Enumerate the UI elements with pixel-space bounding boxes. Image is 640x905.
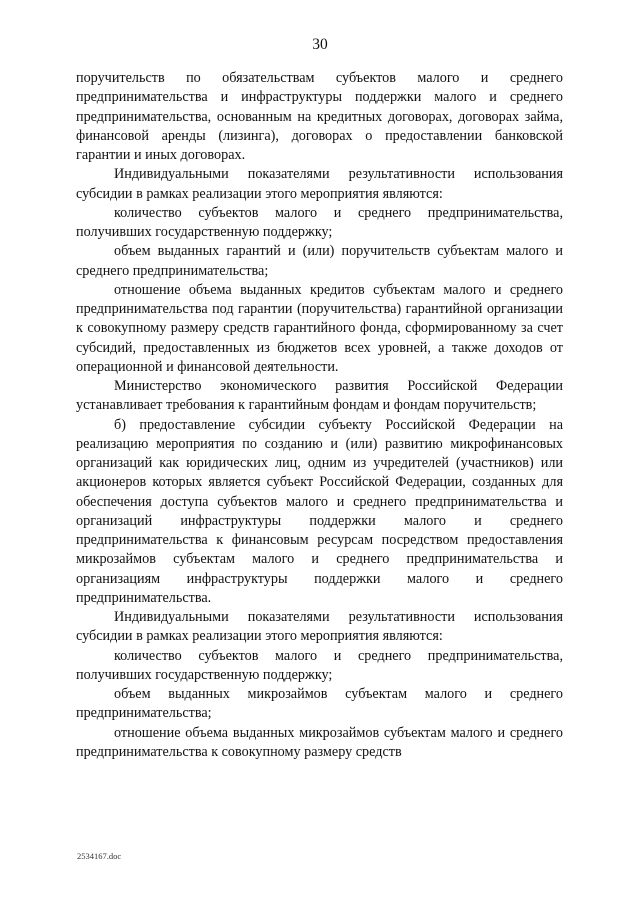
- paragraph-8: Индивидуальными показателями результативности использования субсидии в рамках реализации этого мероприятия являются:: [76, 609, 563, 645]
- document-body: [76, 69, 563, 762]
- page-number: 30: [312, 36, 328, 53]
- paragraph-2: Индивидуальными показателями результативности использования субсидии в рамках реализации этого мероприятия являются:: [76, 166, 563, 202]
- paragraph-1: поручительств по обязательствам субъектов малого и среднего предпринимательства и инфраструктуры поддержки малого и среднего предпринимательства, основанным на кредитных договорах, договорах займа, финансовой аренды (лизинга), договорах о предоставлении банковской гарантии и иных договорах.: [76, 70, 563, 163]
- paragraph-7: б) предоставление субсидии субъекту Российской Федерации на реализацию мероприятия по созданию и (или) развитию микрофинансовых организаций как юридических лиц, одним из учредителей (участников) или акционеров которых является субъект Российской Федерации, созданных для обеспечения доступа субъектов малого и среднего предпринимательства и организаций инфраструктуры поддержки малого и среднего предпринимательства к финансовым ресурсам посредством предоставления микрозаймов субъектам малого и среднего предпринимательства и организациям инфраструктуры поддержки малого и среднего предпринимательства.: [76, 416, 563, 606]
- paragraph-9: количество субъектов малого и среднего предпринимательства, получивших государственную поддержку;: [76, 647, 563, 683]
- paragraph-5: отношение объема выданных кредитов субъектам малого и среднего предпринимательства под гарантии (поручительства) гарантийной организации к совокупному размеру средств гарантийного фонда, сформированному за счет субсидий, предоставленных из бюджетов всех уровней, а также доходов от операционной и финансовой деятельности.: [76, 281, 563, 375]
- footer-filename: 2534167.doc: [77, 851, 122, 861]
- paragraph-10: объем выданных микрозаймов субъектам малого и среднего предпринимательства;: [76, 686, 563, 722]
- paragraph-3: количество субъектов малого и среднего предпринимательства, получивших государственную поддержку;: [76, 204, 563, 240]
- paragraph-4: объем выданных гарантий и (или) поручительств субъектам малого и среднего предпринимательства;: [76, 243, 563, 279]
- paragraph-11: отношение объема выданных микрозаймов субъектам малого и среднего предпринимательства к совокупному размеру средств: [76, 724, 563, 760]
- paragraph-6: Министерство экономического развития Российской Федерации устанавливает требования к гарантийным фондам и фондам поручительств;: [76, 378, 563, 414]
